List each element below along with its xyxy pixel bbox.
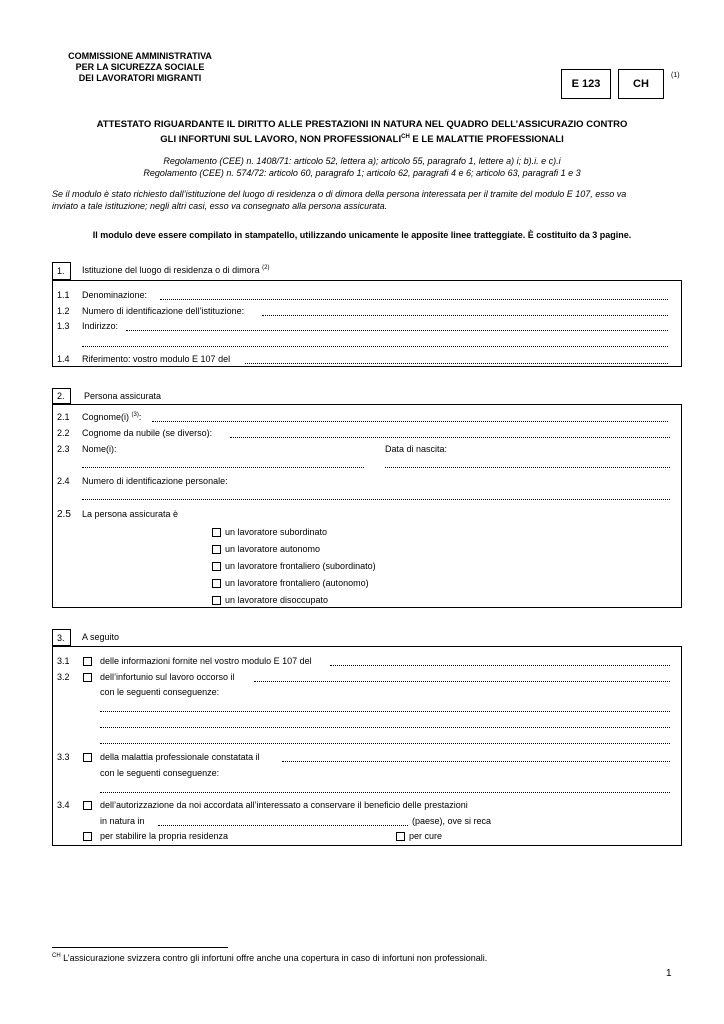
item-3-3-sub: con le seguenti conseguenze: [100,768,220,778]
title-line-2b: E LE MALATTIE PROFESSIONALI [409,134,564,146]
checkbox-3-4[interactable] [83,801,92,810]
regulation-line-1: Regolamento (CEE) n. 1408/71: articolo 52, lettera a); articolo 55, paragrafo 1, lettere a) i; b).i. e c).i [163,156,561,166]
option-treatment: per cure [409,831,443,841]
item-3-2-label: dell’infortunio sul lavoro occorso il [100,672,235,682]
intro-note [52,188,692,212]
item-3-4-line2b: (paese), ove si reca [412,816,492,826]
surname-label: Cognome(i) [82,412,130,422]
footnote-separator [52,947,228,948]
section-1-num: 1. [57,266,65,276]
institution-id-field[interactable] [262,315,668,316]
checkbox-residence[interactable] [83,832,92,841]
item-1-4-label: Riferimento: vostro modulo E 107 del [82,354,231,364]
section-3-num: 3. [57,633,65,643]
address-field[interactable] [126,330,668,331]
item-2-5-label: La persona assicurata è [82,509,179,519]
checkbox-subordinate[interactable] [212,528,221,537]
first-name-field[interactable] [82,467,364,468]
item-2-2-label: Cognome da nubile (se diverso): [82,428,213,438]
section-1-title-text: Istituzione del luogo di residenza o di dimora [82,265,260,275]
section-2-title: Persona assicurata [84,391,162,401]
item-2-3-num: 2.3 [57,444,70,454]
title-line-2 [40,131,684,146]
title-line-1: ATTESTATO RIGUARDANTE IL DIRITTO ALLE PRESTAZIONI IN NATURA NEL QUADRO DELL’ASSICURAZIO CONTRO [96,119,628,130]
item-1-1-num: 1.1 [57,290,70,300]
section-1-title-sup: (2) [262,265,270,271]
title-line-2a: GLI INFORTUNI SUL LAVORO, NON PROFESSIONALI [160,134,402,146]
item-1-3-num: 1.3 [57,321,70,331]
denomination-field[interactable] [160,299,668,300]
checkbox-frontier-self-employed[interactable] [212,579,221,588]
item-1-1-label: Denominazione: [82,290,148,300]
item-1-4-num: 1.4 [57,354,70,364]
intro-line-2: inviato a tale istituzione; negli altri casi, esso va consegnato alla persona assicurata. [52,201,388,211]
intro-line-1: Se il modulo è stato richiesto dall’istituzione del luogo di residenza o di dimora della persona interessata per il tramite del modulo E 107, esso va [52,189,627,199]
org-header [50,51,230,84]
section-2-bottom-right [207,607,682,608]
checkbox-3-3[interactable] [83,753,92,762]
item-3-1-label: delle informazioni fornite nel vostro modulo E 107 del [100,656,312,666]
item-1-2-num: 1.2 [57,306,70,316]
e107-date-field[interactable] [330,665,670,666]
option-self-employed: un lavoratore autonomo [225,544,321,554]
e107-reference-field[interactable] [245,363,668,364]
item-1-2-label: Numero di identificazione dell’istituzione: [82,306,245,316]
birth-date-label: Data di nascita: [385,444,448,454]
item-2-1-num: 2.1 [57,412,70,422]
option-frontier-self-employed: un lavoratore frontaliero (autonomo) [225,578,369,588]
option-subordinate: un lavoratore subordinato [225,527,328,537]
item-2-4-num: 2.4 [57,476,70,486]
footnote-sup: CH [52,953,61,959]
section-2-bottom-left [52,607,207,608]
disease-date-field[interactable] [282,761,670,762]
org-line-3: DEI LAVORATORI MIGRANTI [78,73,202,83]
country-field[interactable] [158,825,408,826]
option-frontier-subordinate: un lavoratore frontaliero (subordinato) [225,561,376,571]
item-3-2-num: 3.2 [57,672,70,682]
option-residence: per stabilire la propria residenza [100,831,229,841]
surname-field[interactable] [152,421,668,422]
accident-consequences-2[interactable] [100,727,670,728]
page-title [40,119,684,146]
footnote-text: L’assicurazione svizzera contro gli infortuni offre anche una copertura in caso di infortuni non professionali. [60,953,488,963]
checkbox-self-employed[interactable] [212,545,221,554]
note-ref: (1) [671,72,680,79]
accident-consequences-1[interactable] [100,711,670,712]
item-2-4-label: Numero di identificazione personale: [82,476,228,486]
item-2-2-num: 2.2 [57,428,70,438]
footnote [52,953,487,963]
item-3-1-num: 3.1 [57,656,70,666]
regulation-line-2: Regolamento (CEE) n. 574/72: articolo 60, paragrafo 1; articolo 62, paragrafi 4 e 6; articolo 63, paragrafi 1 e 3 [143,168,581,178]
item-3-2-sub: con le seguenti conseguenze: [100,687,220,697]
birth-date-field[interactable] [385,467,670,468]
checkbox-3-1[interactable] [83,657,92,666]
accident-date-field[interactable] [254,681,670,682]
item-2-1-label: Cognome(i) $^{(3)}$: [82,412,142,422]
section-2-num-box [52,388,71,404]
option-unemployed: un lavoratore disoccupato [225,595,329,605]
item-1-3-label: Indirizzo: [82,321,119,331]
page-number: 1 [666,968,672,979]
item-3-4-num: 3.4 [57,800,70,810]
item-3-4-label: dell’autorizzazione da noi accordata all’interessato a conservare il beneficio delle prestazioni [100,800,468,810]
item-2-3-label: Nome(i): [82,444,117,454]
accident-consequences-3[interactable] [100,743,670,744]
country-code-box: CH [618,69,664,99]
personal-id-field[interactable] [82,499,670,500]
form-code-box: E 123 [561,69,611,99]
title-sup: CH [401,134,410,140]
checkbox-frontier-subordinate[interactable] [212,562,221,571]
item-3-3-num: 3.3 [57,752,70,762]
item-2-5-num: 2.5 [57,509,71,520]
surname-sup: (3) [131,412,139,418]
section-1-title [82,265,269,275]
checkbox-unemployed[interactable] [212,596,221,605]
section-2-num: 2. [57,391,65,401]
regulations [40,155,684,179]
section-3-num-box [52,629,71,646]
section-3-title: A seguito [82,632,120,642]
checkbox-3-2[interactable] [83,673,92,682]
org-line-2: PER LA SICUREZZA SOCIALE [75,62,205,72]
disease-consequences[interactable] [100,792,670,793]
checkbox-treatment[interactable] [396,832,405,841]
maiden-name-field[interactable] [230,437,670,438]
address-field-2[interactable] [82,346,668,347]
instruction: Il modulo deve essere compilato in stampatello, utilizzando unicamente le apposite linee tratteggiate. È costituito da 3 pagine. [92,230,632,240]
item-3-3-label: della malattia professionale constatata il [100,752,260,762]
item-3-4-line2a: in natura in [100,816,145,826]
section-1-num-box [52,262,71,280]
org-line-1: COMMISSIONE AMMINISTRATIVA [68,51,212,61]
